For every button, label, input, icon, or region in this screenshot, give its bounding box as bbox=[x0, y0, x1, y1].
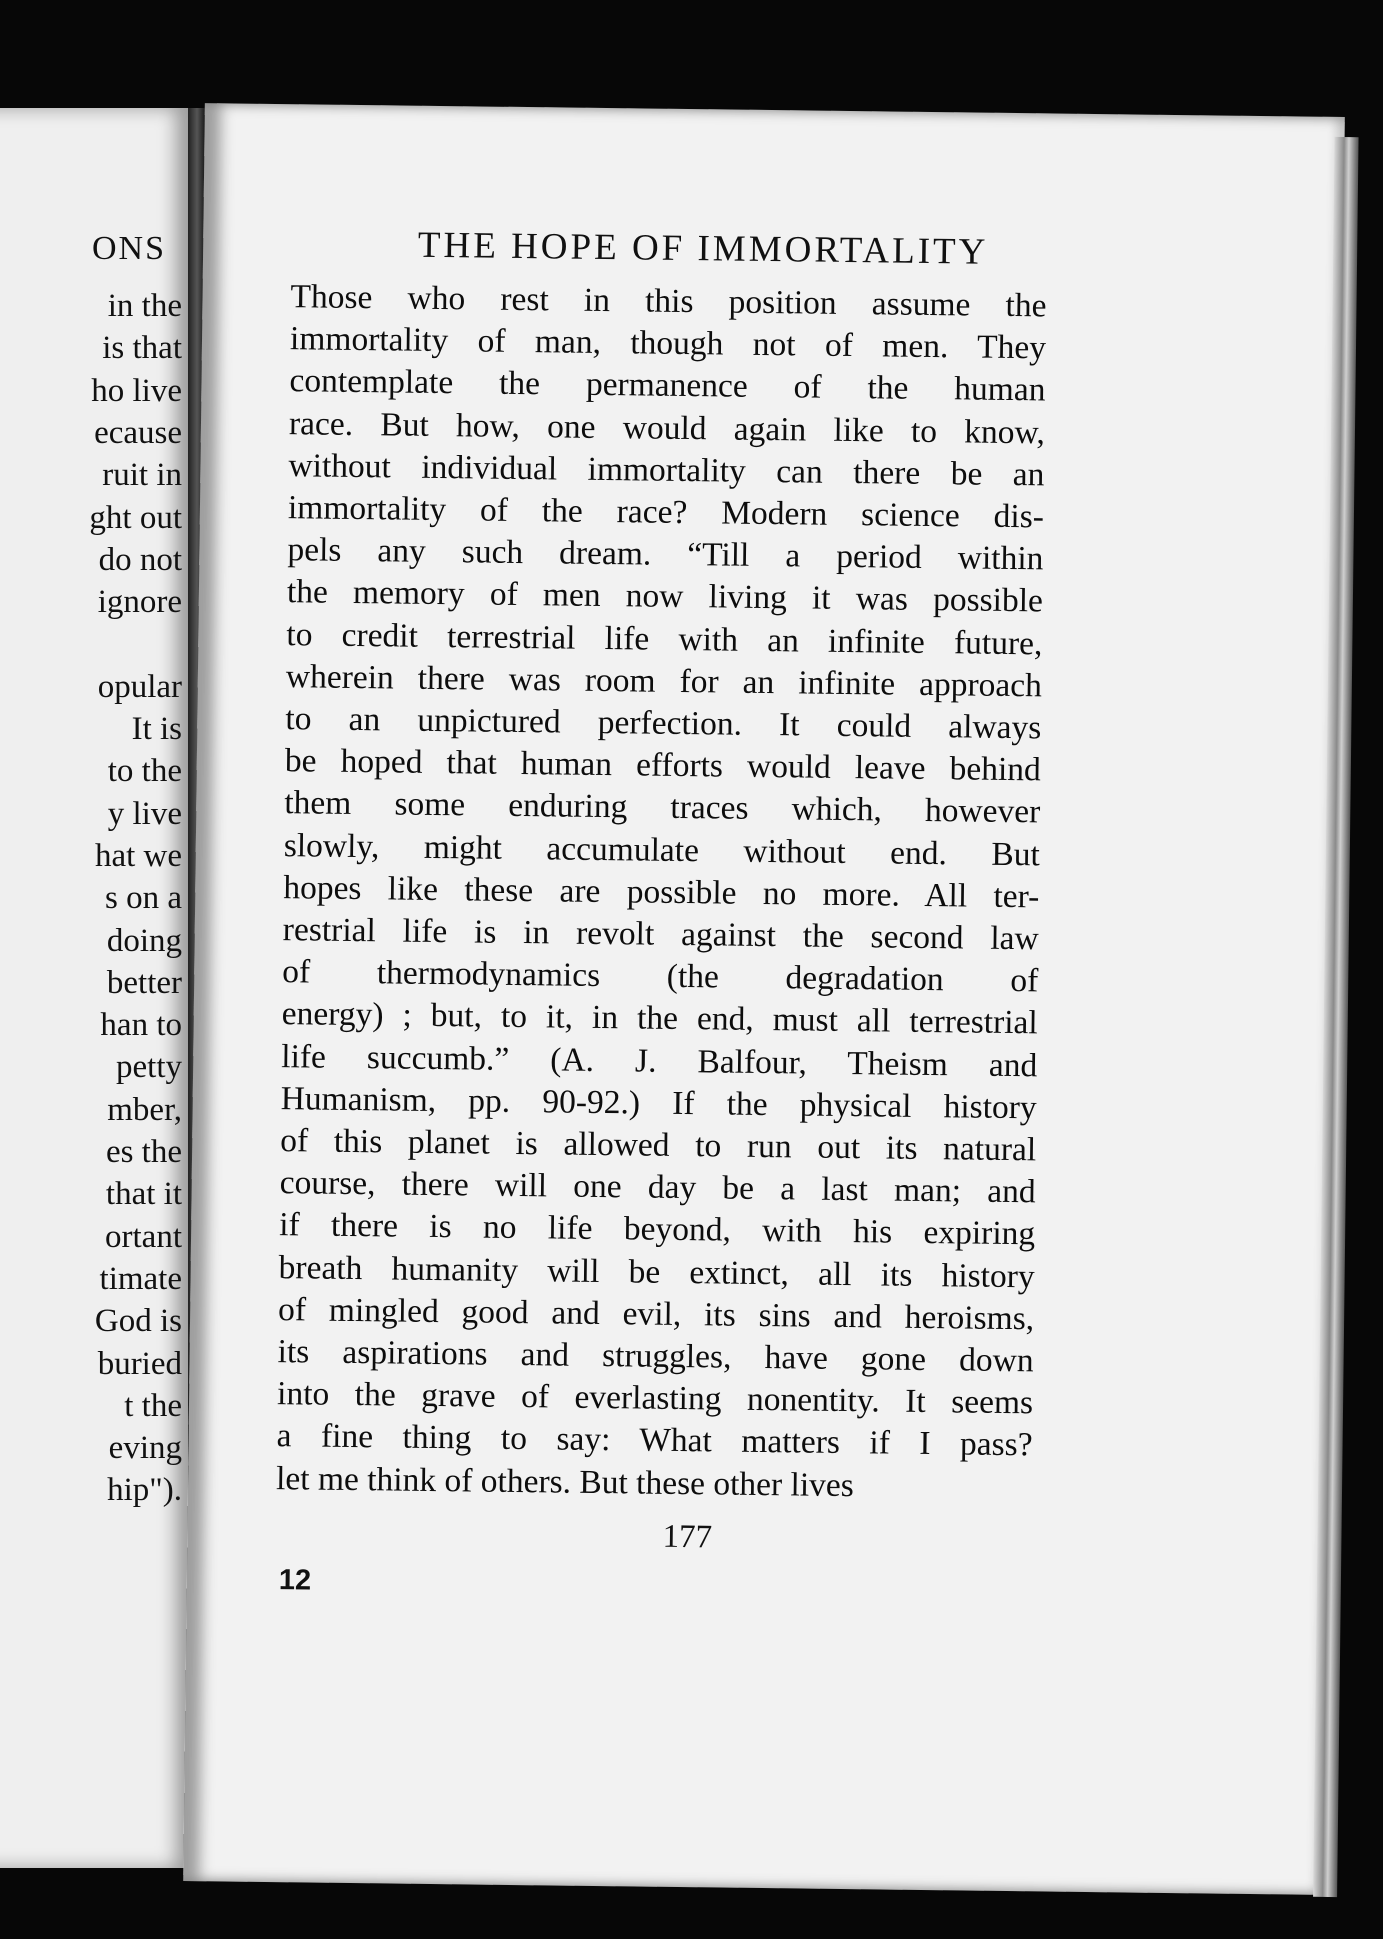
text-line: of this planet is allowed to run out its natural bbox=[280, 1122, 1037, 1169]
text-line: Humanism, pp. 90-92.) If the physical history bbox=[280, 1079, 1037, 1127]
signature-mark: 12 bbox=[278, 1564, 312, 1597]
text-line: race. But how, one would again like to know, bbox=[288, 404, 1046, 451]
left-page-line: ecause bbox=[94, 414, 182, 451]
text-line: restrial life is in revolt against the second law bbox=[282, 911, 1039, 958]
text-line: a fine thing to say: What matters if I pass? bbox=[276, 1417, 1033, 1464]
left-page-line: that it bbox=[105, 1176, 182, 1213]
right-page bbox=[183, 103, 1345, 1895]
left-page-line: hat we bbox=[94, 837, 182, 874]
text-line: of thermodynamics (the degradation of bbox=[282, 953, 1039, 1000]
running-head: THE HOPE OF IMMORTALITY bbox=[417, 224, 989, 273]
left-page-line: opular bbox=[97, 668, 182, 705]
left-page-line: buried bbox=[97, 1345, 182, 1382]
left-page-running-head: ONS bbox=[91, 230, 166, 267]
left-page-line: It is bbox=[131, 711, 182, 747]
left-page-line: s on a bbox=[105, 880, 182, 917]
text-line: of mingled good and evil, its sins and heroisms, bbox=[277, 1290, 1035, 1338]
left-page-line: do not bbox=[98, 541, 182, 578]
text-line: pels any such dream. “Till a period within bbox=[287, 531, 1044, 578]
text-line: breath humanity will be extinct, all its history bbox=[278, 1248, 1035, 1295]
left-page-line: is that bbox=[102, 330, 182, 367]
text-line: them some enduring traces which, however bbox=[284, 784, 1041, 831]
left-page-line: hip"). bbox=[107, 1472, 182, 1509]
left-page-line: es the bbox=[105, 1134, 182, 1170]
text-line: energy) ; but, to it, in the end, must all terrestrial bbox=[281, 995, 1038, 1042]
text-line: into the grave of everlasting nonentity. It seems bbox=[276, 1375, 1034, 1422]
left-page-line: timate bbox=[99, 1260, 182, 1297]
text-line: immortality of the race? Modern science dis- bbox=[287, 489, 1045, 536]
text-line: immortality of man, though not of men. They bbox=[289, 320, 1047, 367]
left-page-line: ght out bbox=[89, 499, 182, 536]
left-page-line: t the bbox=[124, 1387, 182, 1424]
left-page-line: ignore bbox=[97, 584, 182, 621]
text-line: its aspirations and struggles, have gone down bbox=[277, 1333, 1034, 1380]
text-line: course, there will one day be a last man; and bbox=[279, 1164, 1036, 1211]
text-line: contemplate the permanence of the human bbox=[289, 362, 1046, 409]
text-line: let me think of others. But these other lives bbox=[275, 1459, 855, 1504]
left-page-line: y live bbox=[107, 795, 182, 832]
text-line: life succumb.” (A. J. Balfour, Theism and bbox=[281, 1037, 1038, 1084]
text-line: be hoped that human efforts would leave behind bbox=[284, 742, 1042, 789]
left-page-line: better bbox=[106, 964, 182, 1001]
left-page-line: petty bbox=[116, 1049, 182, 1086]
text-line: to credit terrestrial life with an infinite future, bbox=[286, 615, 1043, 662]
text-line: Those who rest in this position assume the bbox=[290, 278, 1047, 325]
left-page-line: in the bbox=[107, 288, 182, 324]
left-page-line: mber, bbox=[107, 1091, 182, 1128]
left-page-line: ruit in bbox=[102, 457, 182, 494]
left-page-line: God is bbox=[94, 1303, 182, 1340]
left-page-line: to the bbox=[107, 753, 182, 790]
text-line: to an unpictured perfection. It could always bbox=[285, 700, 1042, 747]
body-text bbox=[276, 276, 1047, 1509]
text-line: slowly, might accumulate without end. But bbox=[283, 826, 1041, 873]
text-line: if there is no life beyond, with his expiring bbox=[278, 1206, 1036, 1253]
text-line: wherein there was room for an infinite approach bbox=[285, 657, 1043, 705]
text-line: without individual immortality can there be an bbox=[288, 446, 1045, 494]
left-page-line: han to bbox=[100, 1007, 182, 1044]
left-page-line: ho live bbox=[91, 372, 182, 409]
page-number: 177 bbox=[662, 1518, 713, 1556]
left-page-line: eving bbox=[108, 1430, 182, 1467]
left-page bbox=[0, 108, 190, 1868]
text-line: hopes like these are possible no more. All ter- bbox=[283, 868, 1040, 916]
text-line: the memory of men now living it was possible bbox=[286, 573, 1044, 620]
left-page-line: doing bbox=[106, 922, 182, 959]
left-page-line: ortant bbox=[105, 1218, 182, 1255]
page-edges bbox=[1313, 137, 1359, 1897]
